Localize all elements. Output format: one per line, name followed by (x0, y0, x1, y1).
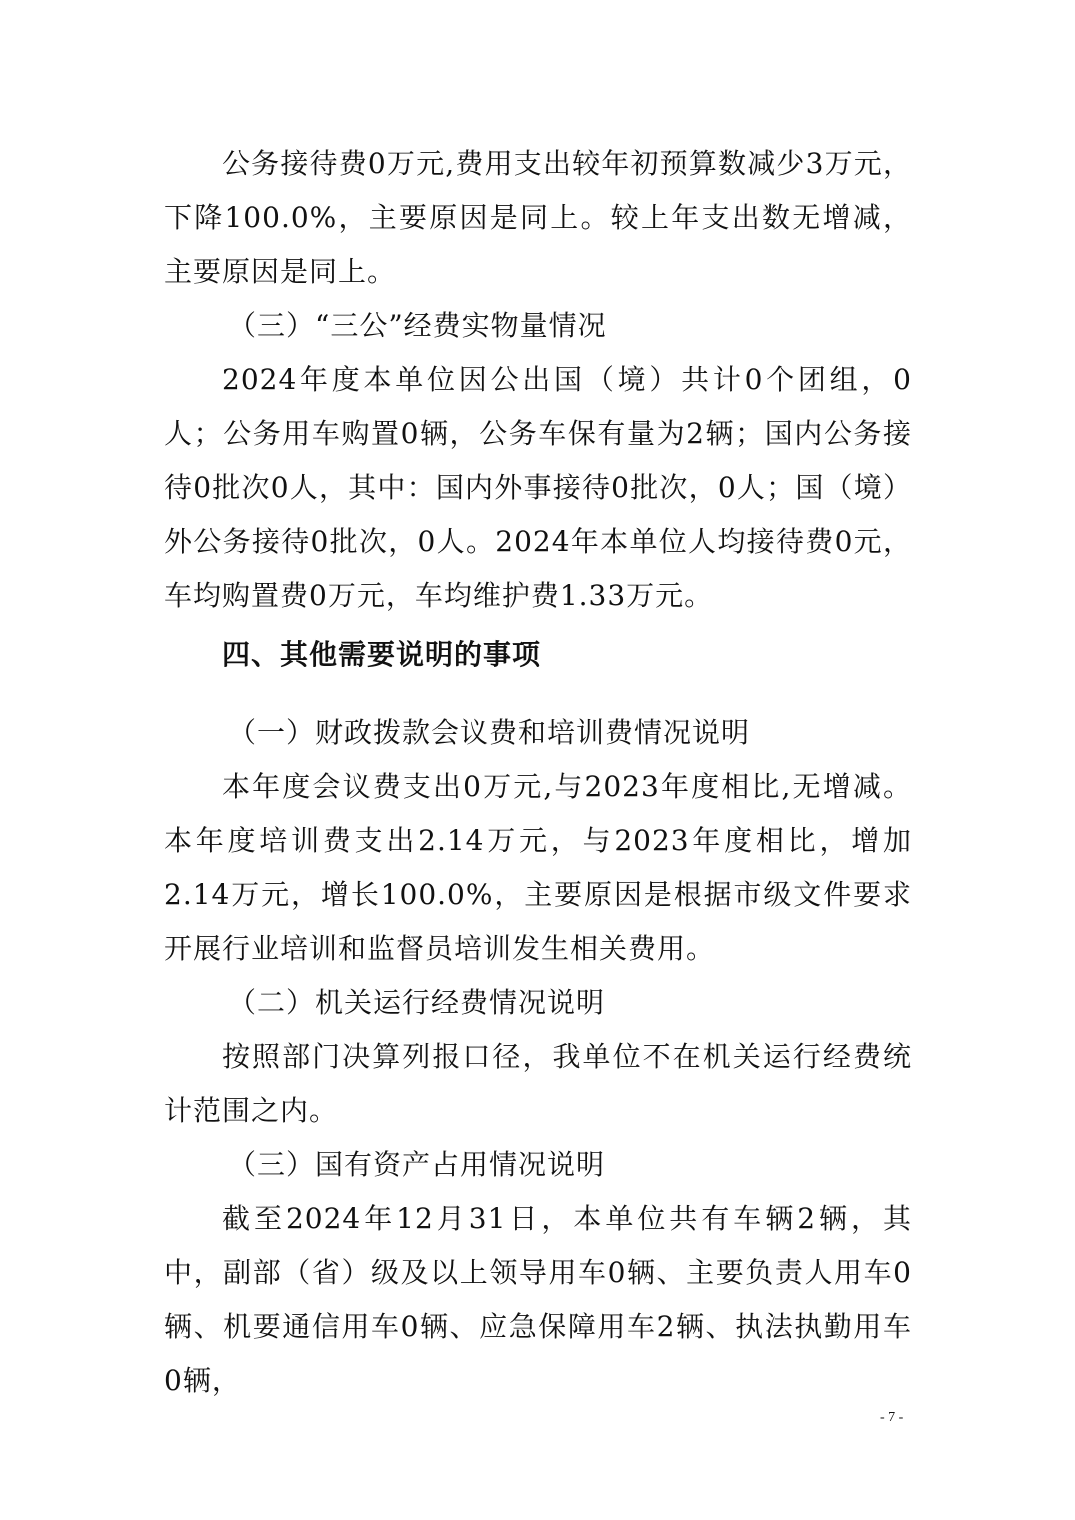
subheading-meeting-training: （一）财政拨款会议费和培训费情况说明 (228, 716, 751, 749)
subheading-state-assets: （三）国有资产占用情况说明 (228, 1148, 606, 1181)
page-number: - 7 - (880, 1410, 904, 1425)
paragraph-reception-fee: 公务接待费0万元,费用支出较年初预算数减少3万元，下降100.0%，主要原因是同上。较上年支出数无增减，主要原因是同上。 (164, 147, 912, 288)
subheading-three-public-physical: （三）“三公”经费实物量情况 (228, 309, 607, 342)
paragraph-state-assets: 截至2024年12月31日，本单位共有车辆2辆，其中，副部（省）级及以上领导用车0辆、主要负责人用车0辆、机要通信用车0辆、应急保障用车2辆、执法执勤用车0辆， (164, 1202, 912, 1397)
section-heading-other-matters: 四、其他需要说明的事项 (222, 638, 542, 671)
paragraph-operating-expenses: 按照部门决算列报口径，我单位不在机关运行经费统计范围之内。 (164, 1040, 912, 1127)
subheading-operating-expenses: （二）机关运行经费情况说明 (228, 986, 606, 1019)
paragraph-meeting-training: 本年度会议费支出0万元,与2023年度相比,无增减。本年度培训费支出2.14万元，与2023年度相比，增加2.14万元，增长100.0%，主要原因是根据市级文件要求开展行业培训和监督员培训发生相关费用。 (164, 770, 912, 965)
paragraph-physical-quantity: 2024年度本单位因公出国（境）共计0个团组，0人；公务用车购置0辆，公务车保有量为2辆；国内公务接待0批次0人，其中：国内外事接待0批次，0人；国（境）外公务接待0批次，0人。2024年本单位人均接待费0元，车均购置费0万元，车均维护费1.33万元。 (164, 363, 912, 612)
